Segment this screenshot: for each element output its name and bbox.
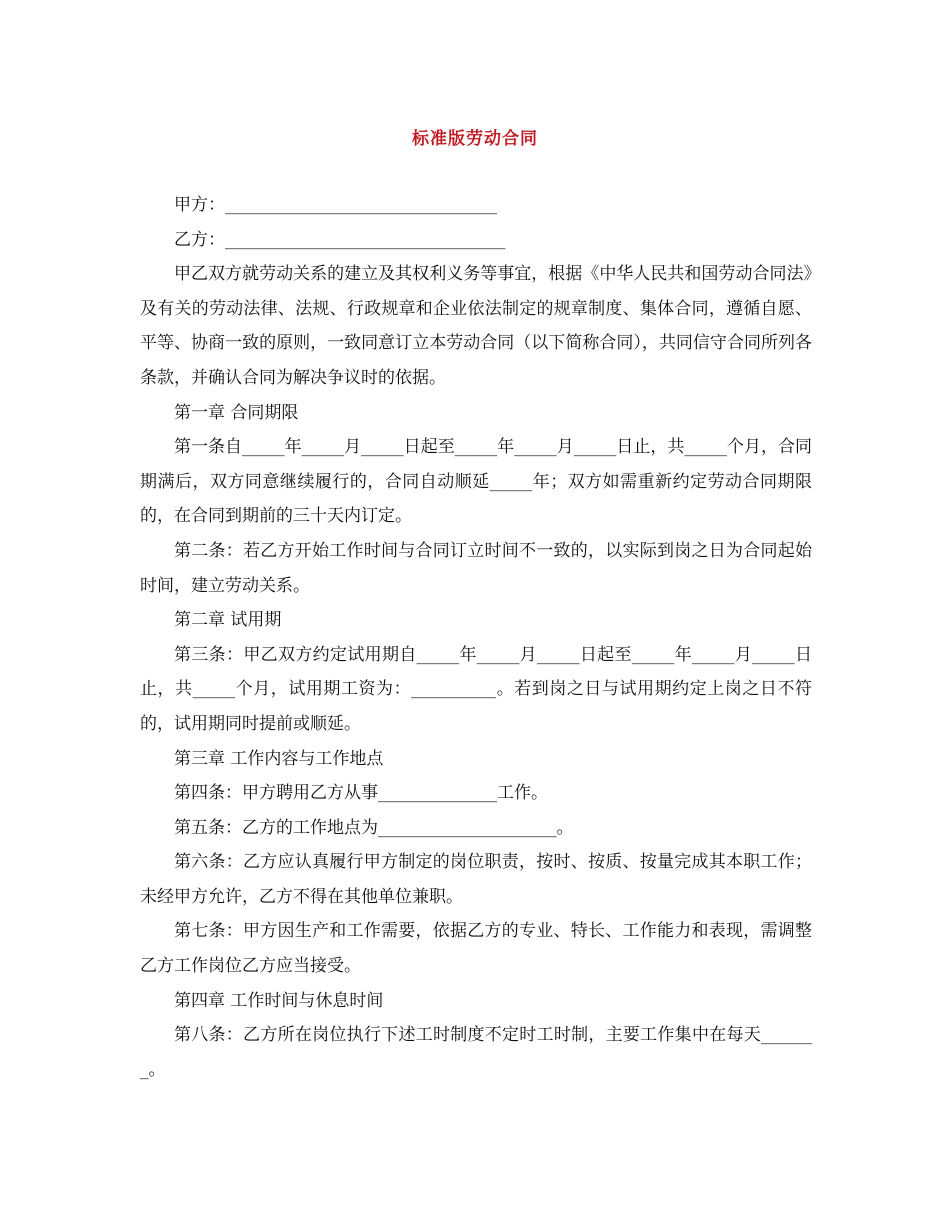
article-paragraph: 第六条：乙方应认真履行甲方制定的岗位职责，按时、按质、按量完成其本职工作；未经甲方允许，乙方不得在其他单位兼职。 — [140, 852, 812, 907]
article-paragraph: 第八条：乙方所在岗位执行下述工时制度不定时工时制，主要工作集中在每天_______。 — [140, 1025, 812, 1080]
chapter-heading: 第三章 工作内容与工作地点 — [174, 748, 384, 769]
party-a-line: 甲方：________________________________ — [174, 195, 497, 215]
chapter-heading: 第一章 合同期限 — [174, 402, 299, 423]
article-paragraph: 第七条：甲方因生产和工作需要，依据乙方的专业、特长、工作能力和表现，需调整乙方工作岗位乙方应当接受。 — [140, 921, 812, 977]
article-paragraph: 第一条自_____年_____月_____日起至_____年_____月_____日止，共_____个月，合同期满后，双方同意继续履行的，合同自动顺延_____年；双方如需重新约定劳动合同期限的，在合同到期前的三十天内订定。 — [140, 437, 812, 527]
chapter-heading: 第二章 试用期 — [174, 610, 282, 631]
article-paragraph: 第五条：乙方的工作地点为_____________________。 — [174, 817, 574, 838]
chapter-heading: 第四章 工作时间与休息时间 — [174, 990, 384, 1011]
article-paragraph: 第三条：甲乙双方约定试用期自_____年_____月_____日起至_____年_____月_____日止，共_____个月，试用期工资为：__________。若到岗之日与试用期约定上岗之日不符的，试用期同时提前或顺延。 — [140, 644, 812, 734]
document-title: 标准版劳动合同 — [412, 129, 538, 149]
preamble-paragraph: 甲乙双方就劳动关系的建立及其权利义务等事宜，根据《中华人民共和国劳动合同法》及有关的劳动法律、法规、行政规章和企业依法制定的规章制度、集体合同，遵循自愿、平等、协商一致的原则，一致同意订立本劳动合同（以下简称合同），共同信守合同所列各条款，并确认合同为解决争议时的依据。 — [140, 264, 812, 388]
document-body — [140, 188, 812, 1087]
article-paragraph: 第二条：若乙方开始工作时间与合同订立时间不一致的，以实际到岗之日为合同起始时间，建立劳动关系。 — [140, 540, 812, 596]
article-paragraph: 第四条：甲方聘用乙方从事______________工作。 — [174, 783, 548, 804]
party-b-line: 乙方：_________________________________ — [174, 229, 506, 250]
